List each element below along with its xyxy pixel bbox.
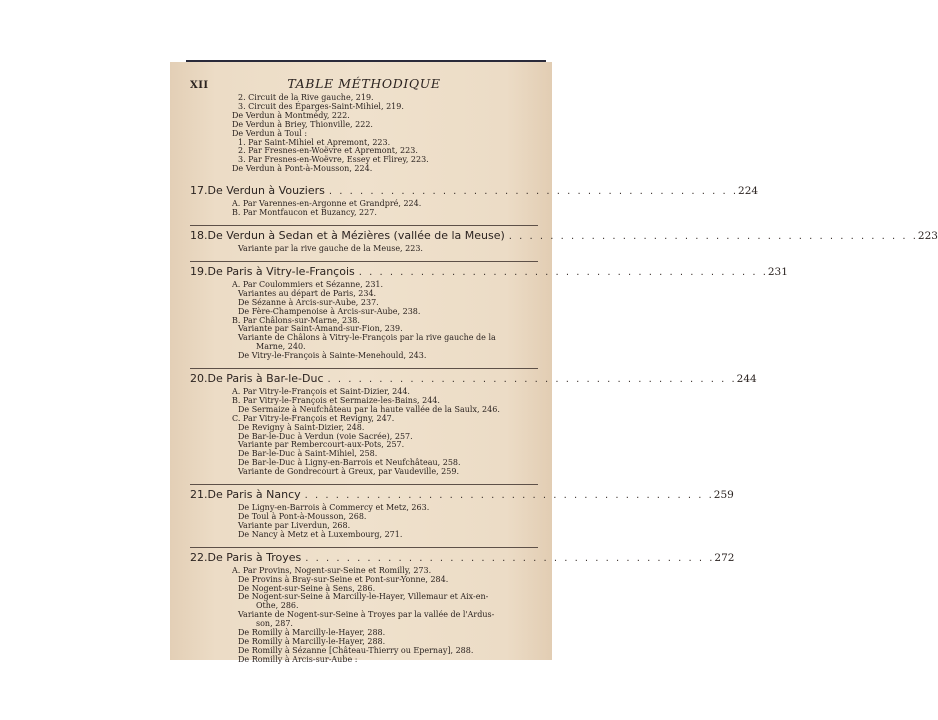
toc-line: De Revigny à Saint-Dizier, 248. (238, 422, 365, 432)
toc-line: De Verdun à Montmédy, 222. (232, 110, 350, 120)
toc-line: A. Par Varennes-en-Argonne et Grandpré, 224. (232, 199, 422, 209)
toc-line: De Bar-le-Duc à Saint-Mihiel, 258. (238, 449, 378, 459)
section-number: 21. (190, 488, 208, 502)
section-number: 20. (190, 372, 208, 386)
toc-line: De Vitry-le-François à Sainte-Menehould, 243. (238, 351, 427, 361)
toc-line: Variante de Nogent-sur-Seine à Troyes par la vallée de l'Ardus- (238, 610, 495, 620)
page-title: TABLE MÉTHODIQUE (287, 76, 441, 91)
toc-line: B. Par Châlons-sur-Marne, 238. (232, 315, 360, 325)
section-page: 259 (713, 489, 734, 502)
toc-line: Variante de Gondrecourt à Greux, par Vaudeville, 259. (238, 467, 459, 477)
toc-line: De Romilly à Arcis-sur-Aube : (238, 654, 358, 664)
toc-line: De Bar-le-Duc à Ligny-en-Barrois et Neufchâteau, 258. (238, 458, 461, 468)
section-number: 18. (190, 228, 208, 242)
toc-line: De Verdun à Briey, Thionville, 222. (232, 119, 373, 129)
toc-line: De Nancy à Metz et à Luxembourg, 271. (238, 529, 403, 539)
section-page: 223 (917, 229, 938, 242)
section-heading (190, 547, 735, 567)
toc-line: De Ligny-en-Barrois à Commercy et Metz, 263. (238, 503, 430, 513)
toc-line: 2. Circuit de la Rive gauche, 219. (238, 93, 374, 102)
page-number: XII (190, 80, 209, 91)
toc-line: De Romilly à Marcilly-le-Hayer, 288. (238, 628, 386, 638)
toc-line: son, 287. (256, 619, 293, 629)
dot-leader: . . . . . . . . . . . . . . . . . . . . . . . . . . . . . . . . . . . . . . . . (358, 266, 768, 278)
toc-line: 1. Par Saint-Mihiel et Apremont, 223. (238, 137, 391, 147)
toc-line: 3. Circuit des Éparges-Saint-Mihiel, 219. (238, 101, 404, 111)
section-heading (190, 261, 788, 281)
toc-line: Othe, 286. (256, 601, 299, 611)
toc-line: De Romilly à Marcilly-le-Hayer, 288. (238, 636, 386, 646)
toc-line: Variante par Saint-Amand-sur-Fion, 239. (238, 324, 403, 334)
toc-line: De Verdun à Pont-à-Mousson, 224. (232, 164, 373, 174)
toc-line: Marne, 240. (256, 342, 306, 352)
dot-leader: . . . . . . . . . . . . . . . . . . . . . . . . . . . . . . . . . . . . . . . . (305, 552, 715, 564)
toc-line: De Sézanne à Arcis-sur-Aube, 237. (238, 297, 379, 307)
toc-line: Variantes au départ de Paris, 234. (238, 288, 377, 298)
toc-line: De Nogent-sur-Seine à Marcilly-le-Hayer, Villemaur et Aix-en- (238, 592, 489, 602)
toc-line: 3. Par Fresnes-en-Woëvre, Essey et Flirey, 223. (238, 155, 429, 165)
toc-line: 2. Par Fresnes-en-Woëvre et Apremont, 223. (238, 146, 418, 156)
toc-line: De Bar-le-Duc à Verdun (voie Sacrée), 257. (238, 431, 413, 441)
toc-line: B. Par Montfaucon et Buzancy, 227. (232, 208, 377, 218)
section-heading (190, 181, 759, 200)
page-header (190, 76, 538, 94)
toc-line: C. Par Vitry-le-François et Revigny, 247. (232, 413, 395, 423)
toc-line: A. Par Coulommiers et Sézanne, 231. (232, 279, 384, 289)
dot-leader: . . . . . . . . . . . . . . . . . . . . . . . . . . . . . . . . . . . . . . . . (328, 186, 739, 198)
section-title: De Verdun à Vouziers (207, 184, 325, 198)
section-title: De Paris à Vitry-le-François (207, 264, 355, 278)
toc-line: De Fère-Champenoise à Arcis-sur-Aube, 238. (238, 306, 421, 316)
section-page: 244 (736, 373, 757, 386)
toc-line: De Provins à Bray-sur-Seine et Pont-sur-Yonne, 284. (238, 574, 449, 584)
section-page: 224 (738, 185, 759, 198)
section-page: 231 (767, 265, 788, 278)
toc-line: De Verdun à Toul : (232, 128, 308, 138)
section-page: 272 (714, 551, 735, 564)
toc-line: Variante de Châlons à Vitry-le-François par la rive gauche de la (238, 333, 496, 343)
toc-line: Variante par Liverdun, 268. (238, 520, 351, 530)
toc-line: De Sermaize à Neufchâteau par la haute vallée de la Saulx, 246. (238, 404, 500, 414)
section-heading (190, 368, 757, 388)
toc-line: Variante par la rive gauche de la Meuse, 223. (238, 243, 423, 253)
toc-line: A. Par Provins, Nogent-sur-Seine et Romilly, 273. (232, 565, 432, 575)
section-number: 22. (190, 550, 208, 564)
section-number: 19. (190, 264, 208, 278)
toc-sections (190, 181, 938, 665)
dot-leader: . . . . . . . . . . . . . . . . . . . . . . . . . . . . . . . . . . . . . . . . (304, 490, 714, 502)
intro-entries (190, 94, 538, 174)
dot-leader: . . . . . . . . . . . . . . . . . . . . . . . . . . . . . . . . . . . . . . . . (508, 230, 918, 242)
book-page (170, 62, 938, 664)
toc-line: De Toul à Pont-à-Mousson, 268. (238, 512, 367, 521)
section-title: De Paris à Bar-le-Duc (207, 372, 324, 386)
section-number: 17. (190, 184, 208, 198)
section-heading (190, 484, 734, 504)
section-title: De Paris à Troyes (207, 550, 302, 564)
toc-line: De Nogent-sur-Seine à Sens, 286. (238, 583, 376, 593)
dot-leader: . . . . . . . . . . . . . . . . . . . . . . . . . . . . . . . . . . . . . . . . (327, 374, 737, 386)
section-heading (190, 225, 938, 245)
toc-line: Variante par Rembercourt-aux-Pots, 257. (238, 440, 405, 450)
toc-line: B. Par Vitry-le-François et Sermaize-les-Bains, 244. (232, 395, 440, 405)
toc-line: De Romilly à Sézanne [Château-Thierry ou Epernay], 288. (238, 645, 474, 655)
section-title: De Paris à Nancy (207, 488, 301, 502)
toc-line: A. Par Vitry-le-François et Saint-Dizier, 244. (232, 387, 410, 397)
section-title: De Verdun à Sedan et à Mézières (vallée de la Meuse) (207, 228, 505, 242)
